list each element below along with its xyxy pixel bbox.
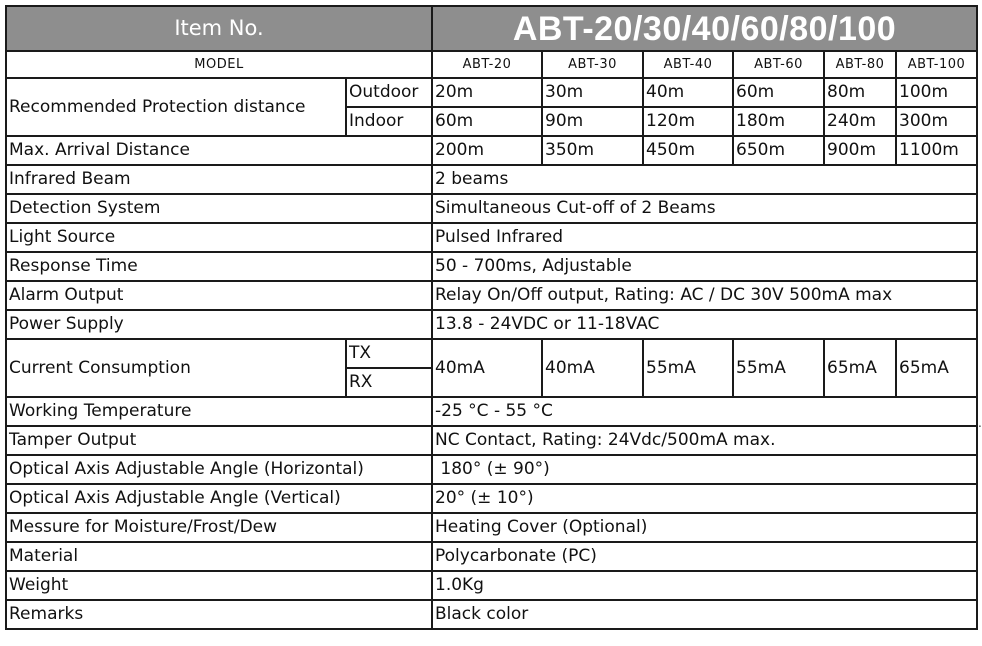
outdoor-value: 30m (542, 78, 643, 107)
spec-value: 2 beams (432, 165, 977, 194)
protection-label: Recommended Protection distance (6, 78, 346, 136)
current-value: 65mA (824, 339, 896, 397)
arrival-value: 200m (432, 136, 542, 165)
indoor-value: 60m (432, 107, 542, 136)
spec-label: Messure for Moisture/Frost/Dew (6, 513, 432, 542)
spec-label: Power Supply (6, 310, 432, 339)
spec-value: 13.8 - 24VDC or 11-18VAC (432, 310, 977, 339)
spec-row (6, 310, 977, 339)
spec-label: Working Temperature (6, 397, 432, 426)
indoor-label: Indoor (346, 107, 432, 136)
arrival-row (6, 136, 977, 165)
spec-value: Relay On/Off output, Rating: AC / DC 30V 500mA max (432, 281, 977, 310)
spec-label: Optical Axis Adjustable Angle (Vertical) (6, 484, 432, 513)
outdoor-value: 20m (432, 78, 542, 107)
model-cell: ABT-60 (733, 51, 824, 78)
current-value: 55mA (643, 339, 733, 397)
spec-row (6, 484, 977, 513)
spec-label: Tamper Output (6, 426, 432, 455)
rx-label: RX (346, 368, 432, 397)
spec-row (6, 223, 977, 252)
spec-value: -25 °C - 55 °C (432, 397, 977, 426)
spec-value: Pulsed Infrared (432, 223, 977, 252)
spec-label: Alarm Output (6, 281, 432, 310)
current-value: 65mA (896, 339, 977, 397)
model-label: MODEL (6, 51, 432, 78)
spec-row (6, 397, 977, 426)
outdoor-value: 40m (643, 78, 733, 107)
item-no-value: ABT-20/30/40/60/80/100 (432, 6, 977, 51)
spec-value: 50 - 700ms, Adjustable (432, 252, 977, 281)
current-tx-row (6, 339, 977, 368)
spec-value: 180° (± 90°) (432, 455, 977, 484)
spec-value: Polycarbonate (PC) (432, 542, 977, 571)
item-no-label: Item No. (6, 6, 432, 51)
protection-outdoor-row (6, 78, 977, 107)
current-value: 40mA (432, 339, 542, 397)
spec-row (6, 426, 977, 455)
indoor-value: 120m (643, 107, 733, 136)
spec-value: 20° (± 10°) (432, 484, 977, 513)
model-row (6, 51, 977, 78)
spec-row (6, 281, 977, 310)
spec-row (6, 455, 977, 484)
model-cell: ABT-20 (432, 51, 542, 78)
outdoor-label: Outdoor (346, 78, 432, 107)
arrival-value: 350m (542, 136, 643, 165)
spec-table (5, 5, 978, 630)
model-cell: ABT-80 (824, 51, 896, 78)
model-cell: ABT-100 (896, 51, 977, 78)
spec-label: Remarks (6, 600, 432, 629)
spec-row (6, 165, 977, 194)
spec-label: Optical Axis Adjustable Angle (Horizontal) (6, 455, 432, 484)
current-label: Current Consumption (6, 339, 346, 397)
spec-value: Simultaneous Cut-off of 2 Beams (432, 194, 977, 223)
model-cell: ABT-30 (542, 51, 643, 78)
spec-row (6, 571, 977, 600)
spec-label: Detection System (6, 194, 432, 223)
spec-row (6, 542, 977, 571)
arrival-value: 900m (824, 136, 896, 165)
outdoor-value: 80m (824, 78, 896, 107)
spec-row (6, 600, 977, 629)
spec-row (6, 513, 977, 542)
current-value: 55mA (733, 339, 824, 397)
model-cell: ABT-40 (643, 51, 733, 78)
spec-label: Weight (6, 571, 432, 600)
indoor-value: 90m (542, 107, 643, 136)
arrival-value: 1100m (896, 136, 977, 165)
outdoor-value: 100m (896, 78, 977, 107)
indoor-value: 300m (896, 107, 977, 136)
spec-value: Heating Cover (Optional) (432, 513, 977, 542)
spec-value: 1.0Kg (432, 571, 977, 600)
tx-label: TX (346, 339, 432, 368)
spec-row (6, 194, 977, 223)
spec-value: Black color (432, 600, 977, 629)
spec-label: Light Source (6, 223, 432, 252)
spec-value: NC Contact, Rating: 24Vdc/500mA max. (432, 426, 977, 455)
arrival-label: Max. Arrival Distance (6, 136, 432, 165)
arrival-value: 450m (643, 136, 733, 165)
arrival-value: 650m (733, 136, 824, 165)
spec-label: Infrared Beam (6, 165, 432, 194)
spec-label: Material (6, 542, 432, 571)
header-row (6, 6, 977, 51)
outdoor-value: 60m (733, 78, 824, 107)
indoor-value: 180m (733, 107, 824, 136)
spec-row (6, 252, 977, 281)
current-value: 40mA (542, 339, 643, 397)
stray-mark: . (978, 416, 982, 430)
indoor-value: 240m (824, 107, 896, 136)
spec-label: Response Time (6, 252, 432, 281)
